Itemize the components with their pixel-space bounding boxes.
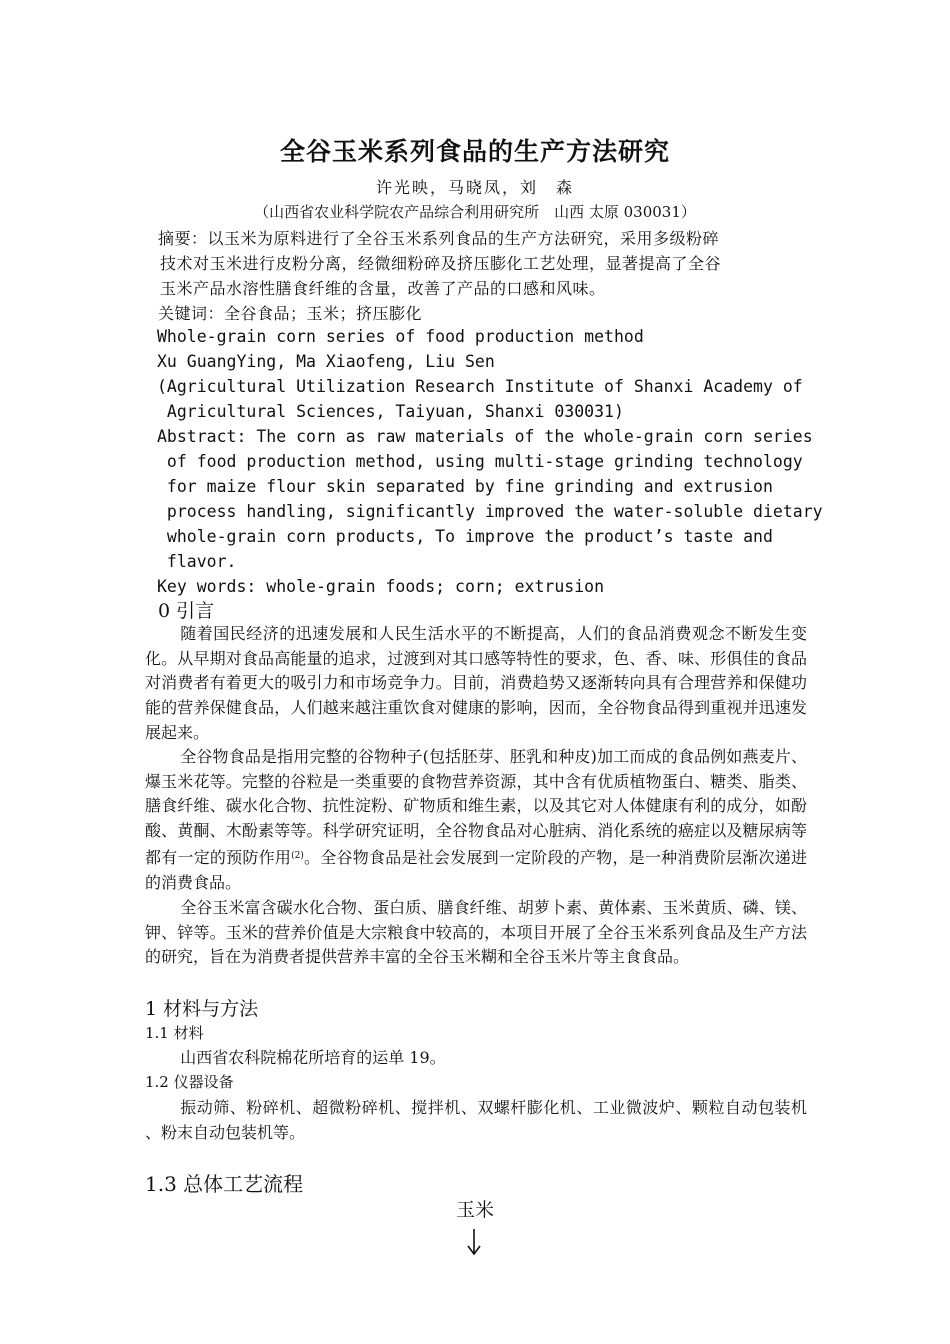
abstract-cn-line: 摘要：以玉米为原料进行了全谷玉米系列食品的生产方法研究，采用多级粉碎 bbox=[158, 229, 720, 248]
abstract-cn-line: 玉米产品水溶性膳食纤维的含量，改善了产品的口感和风味。 bbox=[160, 279, 606, 298]
equipment-text: 振动筛、粉碎机、超微粉碎机、搅拌机、双螺杆膨化机、工业微波炉、颗粒自动包装机 、粉末自动包装机等。 bbox=[145, 1098, 807, 1142]
english-title: Whole-grain corn series of food production method bbox=[157, 327, 644, 346]
subsection-heading-materials: 1.1 材料 bbox=[145, 1024, 204, 1042]
english-abstract-line: process handling, significantly improved the water-soluble dietary bbox=[157, 502, 823, 521]
materials-text: 山西省农科院棉花所培育的运单 19。 bbox=[180, 1048, 446, 1067]
paragraph-text: 随着国民经济的迅速发展和人民生活水平的不断提高，人们的食品消费观念不断发生变化。从早期对食品高能量的追求，过渡到对其口感等特性的要求，色、香、味、形俱佳的食品对消费者有着更大的吸引力和市场竞争力。目前，消费趋势又逐渐转向具有合理营养和保健功能的营养保健食品，人们越来越注重饮食对健康的影响，因而，全谷物食品得到重视并迅速发展起来。 bbox=[145, 624, 807, 742]
english-keywords: Key words: whole-grain foods; corn; extrusion bbox=[157, 577, 605, 596]
english-abstract-line: flavor. bbox=[157, 552, 237, 571]
subsection-heading-equipment: 1.2 仪器设备 bbox=[145, 1073, 234, 1091]
intro-paragraph-2 bbox=[145, 745, 807, 895]
paragraph-text bbox=[145, 745, 807, 895]
english-abstract bbox=[157, 424, 823, 574]
intro-paragraph-1 bbox=[145, 622, 807, 746]
abstract-chinese bbox=[158, 226, 813, 326]
english-abstract-line: for maize flour skin separated by fine grinding and extrusion bbox=[157, 477, 773, 496]
flow-step-corn: 玉米 bbox=[455, 1199, 494, 1221]
paragraph-text: 全谷玉米富含碳水化合物、蛋白质、膳食纤维、胡萝卜素、黄体素、玉米黄质、磷、镁、钾、锌等。玉米的营养价值是大宗粮食中较高的，本项目开展了全谷玉米系列食品及生产方法的研究，旨在为消费者提供营养丰富的全谷玉米糊和全谷玉米片等主食食品。 bbox=[145, 898, 807, 967]
english-affiliation bbox=[157, 374, 817, 424]
keywords-chinese: 关键词：全谷食品；玉米；挤压膨化 bbox=[158, 304, 423, 323]
english-affiliation-line: (Agricultural Utilization Research Institute of Shanxi Academy of bbox=[157, 377, 803, 396]
english-affiliation-line: Agricultural Sciences, Taiyuan, Shanxi 030031) bbox=[157, 402, 624, 421]
paragraph-text-part: 。全谷物食品是社会发展到一定阶段的产物，是一种消费阶层渐次递进的消费食品。 bbox=[145, 847, 807, 892]
english-authors: Xu GuangYing, Ma Xiaofeng, Liu Sen bbox=[157, 352, 495, 371]
abstract-cn-line: 技术对玉米进行皮粉分离，经微细粉碎及挤压膨化工艺处理，显著提高了全谷 bbox=[160, 254, 722, 273]
citation-reference: (2) bbox=[291, 850, 304, 861]
paper-authors: 许光映，马晓凤，刘 森 bbox=[375, 178, 574, 197]
section-heading-introduction: 0 引言 bbox=[158, 600, 215, 622]
section-heading-materials-methods: 1 材料与方法 bbox=[145, 998, 259, 1020]
english-abstract-line: Abstract: The corn as raw materials of the whole-grain corn series bbox=[157, 427, 813, 446]
subsection-heading-process-flow: 1.3 总体工艺流程 bbox=[145, 1172, 304, 1196]
down-arrow-icon bbox=[465, 1228, 483, 1256]
intro-paragraph-3 bbox=[145, 896, 807, 970]
english-abstract-line: whole-grain corn products, To improve the product’s taste and bbox=[157, 527, 773, 546]
paper-title: 全谷玉米系列食品的生产方法研究 bbox=[279, 137, 670, 166]
paragraph-text-part: 全谷物食品是指用完整的谷物种子(包括胚芽、胚乳和种皮)加工而成的食品例如燕麦片、爆玉米花等。完整的谷粒是一类重要的食物营养资源，其中含有优质植物蛋白、糖类、脂类、膳食纤维、碳水化合物、抗性淀粉、矿物质和维生素，以及其它对人体健康有利的成分，如酚酸、黄酮、木酚素等等。科学研究证明，全谷物食品对心脏病、消化系统的癌症以及糖尿病等都有一定的预防作用 bbox=[145, 747, 807, 867]
english-abstract-line: of food production method, using multi-stage grinding technology bbox=[157, 452, 803, 471]
paper-affiliation: （山西省农业科学院农产品综合利用研究所 山西 太原 030031） bbox=[254, 203, 696, 221]
